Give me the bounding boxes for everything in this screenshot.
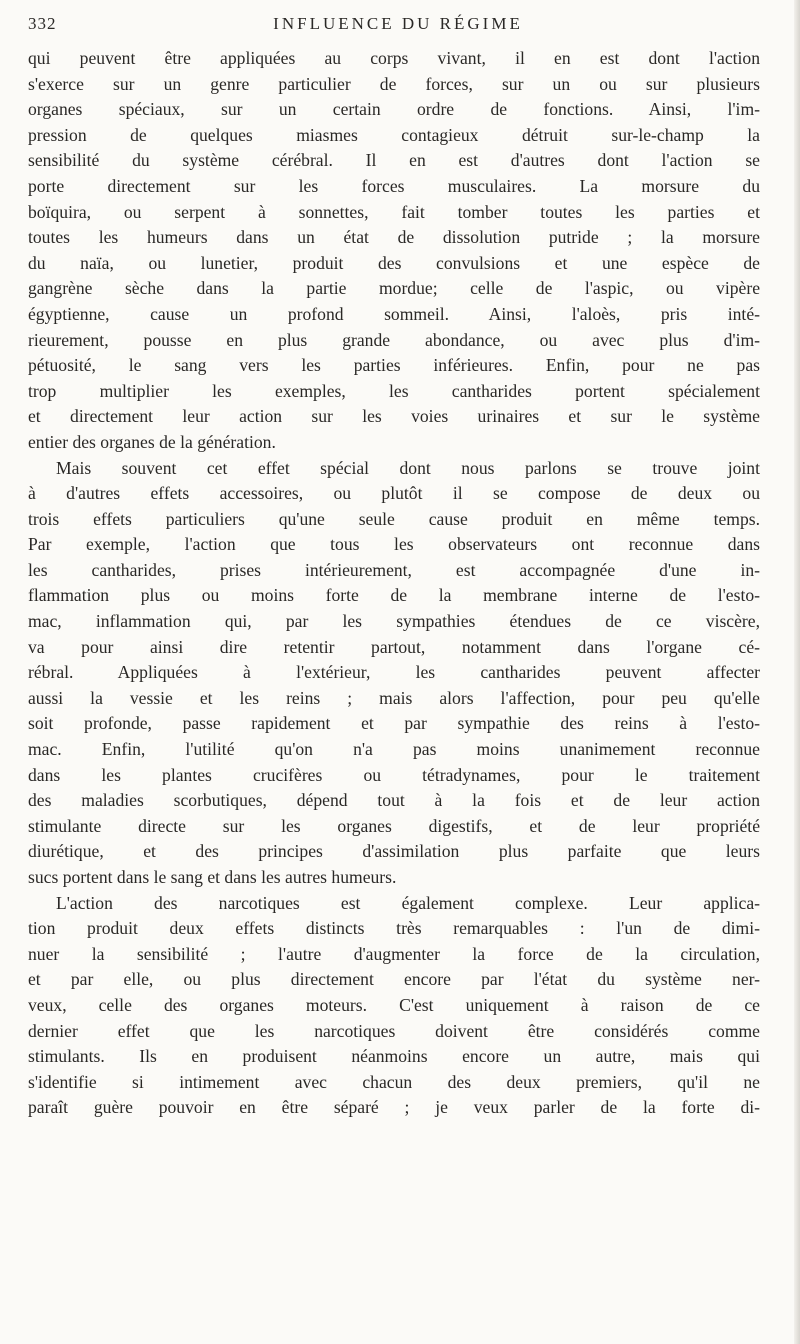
text-line: les cantharides, prises intérieurement, est accompagnée d'une in- xyxy=(28,559,760,580)
text-line: pression de quelques miasmes contagieux détruit sur-le-champ la xyxy=(28,124,760,145)
text-line: qui peuvent être appliquées au corps vivant, il en est dont l'action xyxy=(28,48,760,68)
text-line: aussi la vessie et les reins ; mais alors l'affection, pour peu qu'elle xyxy=(28,687,760,708)
text-line: stimulante directe sur les organes digestifs, et de leur propriété xyxy=(28,815,760,836)
text-line: à d'autres effets accessoires, ou plutôt il se compose de deux ou xyxy=(28,483,760,504)
text-line: soit profonde, passe rapidement et par sympathie des reins à l'esto- xyxy=(28,713,760,734)
text-line: mac. Enfin, l'utilité qu'on n'a pas moins unanimement reconnue xyxy=(28,739,760,760)
text-line: diurétique, et des principes d'assimilation plus parfaite que leurs xyxy=(28,841,760,862)
text-line: dans les plantes crucifères ou tétradynames, pour le traitement xyxy=(28,764,760,785)
text-line: paraît guère pouvoir en être séparé ; je veux parler de la forte di- xyxy=(28,1097,760,1118)
text-line: porte directement sur les forces musculaires. La morsure du xyxy=(28,175,760,196)
text-line: veux, celle des organes moteurs. C'est uniquement à raison de ce xyxy=(28,994,760,1015)
text-line: gangrène sèche dans la partie mordue; celle de l'aspic, ou vipère xyxy=(28,278,760,299)
text-line: et par elle, ou plus directement encore par l'état du système ner- xyxy=(28,969,760,990)
page-number: 332 xyxy=(28,14,57,33)
text-line: rieurement, pousse en plus grande abondance, ou avec plus d'im- xyxy=(28,329,760,350)
text-line: flammation plus ou moins forte de la membrane interne de l'esto- xyxy=(28,585,760,606)
text-line: des maladies scorbutiques, dépend tout à la fois et de leur action xyxy=(28,790,760,811)
page-edge-shadow xyxy=(794,0,800,1344)
text-line: mac, inflammation qui, par les sympathies étendues de ce viscère, xyxy=(28,611,760,632)
text-line: boïquira, ou serpent à sonnettes, fait tomber toutes les parties et xyxy=(28,201,760,222)
text-line: s'identifie si intimement avec chacun des deux premiers, qu'il ne xyxy=(28,1071,760,1092)
text-line: stimulants. Ils en produisent néanmoins encore un autre, mais qui xyxy=(28,1046,760,1067)
text-line: s'exerce sur un genre particulier de forces, sur un ou sur plusieurs xyxy=(28,73,760,94)
text-line: et directement leur action sur les voies urinaires et sur le système xyxy=(28,406,760,427)
text-line: nuer la sensibilité ; l'autre d'augmenter la force de la circulation, xyxy=(28,943,760,964)
text-line: sucs portent dans le sang et dans les autres humeurs. xyxy=(28,867,397,887)
running-title: INFLUENCE DU RÉGIME xyxy=(273,14,523,33)
text-line: tion produit deux effets distincts très remarquables : l'un de dimi- xyxy=(28,918,760,939)
text-line: Mais souvent cet effet spécial dont nous parlons se trouve joint xyxy=(56,457,760,478)
text-line: dernier effet que les narcotiques doivent être considérés comme xyxy=(28,1020,760,1041)
text-line: pétuosité, le sang vers les parties inférieures. Enfin, pour ne pas xyxy=(28,355,760,376)
text-line: entier des organes de la génération. xyxy=(28,431,276,452)
text-line: rébral. Appliquées à l'extérieur, les cantharides peuvent affecter xyxy=(28,662,760,683)
text-line: va pour ainsi dire retentir partout, notamment dans l'organe cé- xyxy=(28,636,760,657)
text-line: trop multiplier les exemples, les cantharides portent spécialement xyxy=(28,380,760,401)
text-line: sensibilité du système cérébral. Il en est d'autres dont l'action se xyxy=(28,150,760,171)
body-text xyxy=(28,46,760,1121)
text-line: organes spéciaux, sur un certain ordre de fonctions. Ainsi, l'im- xyxy=(28,99,760,120)
text-line: égyptienne, cause un profond sommeil. Ainsi, l'aloès, pris inté- xyxy=(28,303,760,324)
text-line: du naïa, ou lunetier, produit des convulsions et une espèce de xyxy=(28,252,760,273)
text-line: toutes les humeurs dans un état de dissolution putride ; la morsure xyxy=(28,227,760,248)
text-line: trois effets particuliers qu'une seule cause produit en même temps. xyxy=(28,508,760,529)
text-line: L'action des narcotiques est également complexe. Leur applica- xyxy=(56,892,760,913)
text-line: Par exemple, l'action que tous les observateurs ont reconnue dans xyxy=(28,534,760,555)
page-header xyxy=(28,14,768,44)
